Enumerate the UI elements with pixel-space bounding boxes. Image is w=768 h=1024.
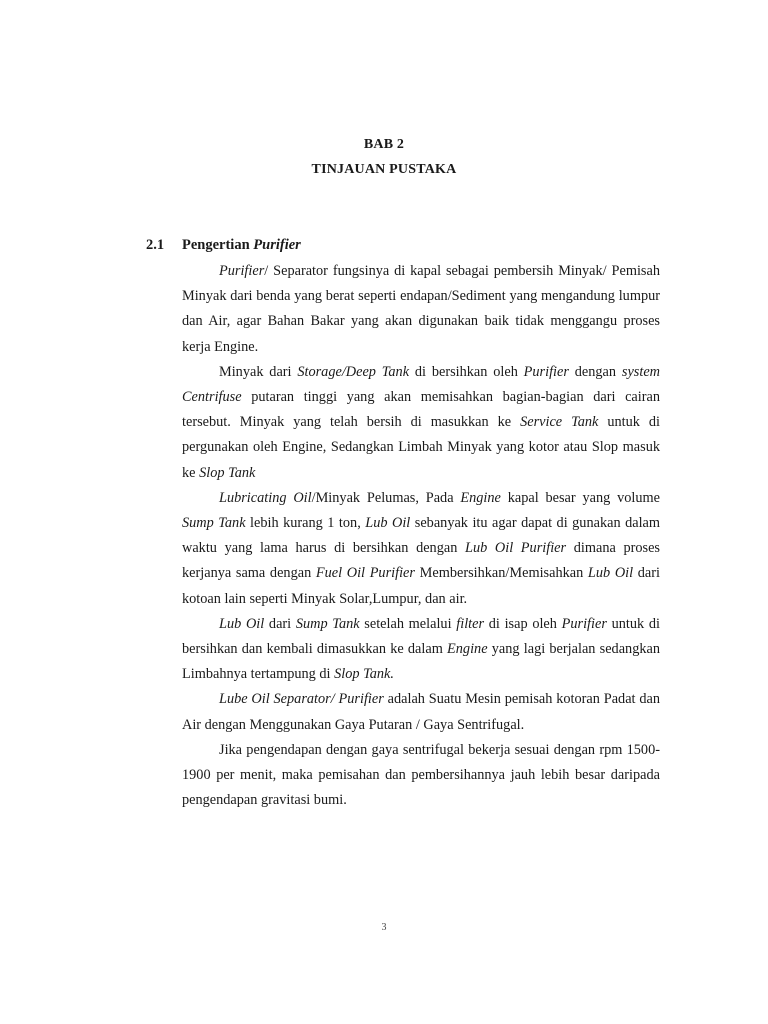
section-number: 2.1 [146,237,165,253]
section-heading [146,237,301,254]
paragraph-4: Lub Oil dari Sump Tank setelah melalui filter di isap oleh Purifier untuk di bersihkan dan kembali dimasukkan ke dalam Engine yang lagi berjalan sedangkan Limbahnya tertampung di Slop Tank. [182,615,660,683]
chapter-number: BAB 2 [363,137,405,152]
paragraph-5: Lube Oil Separator/ Purifier adalah Suatu Mesin pemisah kotoran Padat dan Air dengan Menggunakan Gaya Putaran / Gaya Sentrifugal. [182,691,660,733]
chapter-title: TINJAUAN PUSTAKA [311,162,457,177]
paragraph-1: Purifier/ Separator fungsinya di kapal sebagai pembersih Minyak/ Pemisah Minyak dari benda yang berat seperti endapan/Sediment yang mengandung lumpur dan Air, agar Bahan Bakar yang akan digunakan baik tidak menggangu proses kerja Engine. [182,263,660,355]
section-body [182,259,660,813]
paragraph-6: Jika pengendapan dengan gaya sentrifugal bekerja sesuai dengan rpm 1500-1900 per menit, maka pemisahan dan pembersihannya jauh lebih besar daripada pengendapan gravitasi bumi. [182,741,660,809]
paragraph-2: Minyak dari Storage/Deep Tank di bersihkan oleh Purifier dengan system Centrifuse putaran tinggi yang akan memisahkan bagian-bagian dari cairan tersebut. Minyak yang telah bersih di masukkan ke Service Tank untuk di pergunakan oleh Engine, Sedangkan Limbah Minyak yang kotor atau Slop masuk ke Slop Tank [182,363,660,481]
page-number: 3 [381,922,387,933]
paragraph-3: Lubricating Oil/Minyak Pelumas, Pada Engine kapal besar yang volume Sump Tank lebih kurang 1 ton, Lub Oil sebanyak itu agar dapat di gunakan dalam waktu yang lama harus di bersihkan dengan Lub Oil Purifier dimana proses kerjanya sama dengan Fuel Oil Purifier Membersihkan/Memisahkan Lub Oil dari kotoan lain seperti Minyak Solar,Lumpur, dan air. [182,489,661,607]
section-title: Pengertian Purifier [182,237,301,253]
